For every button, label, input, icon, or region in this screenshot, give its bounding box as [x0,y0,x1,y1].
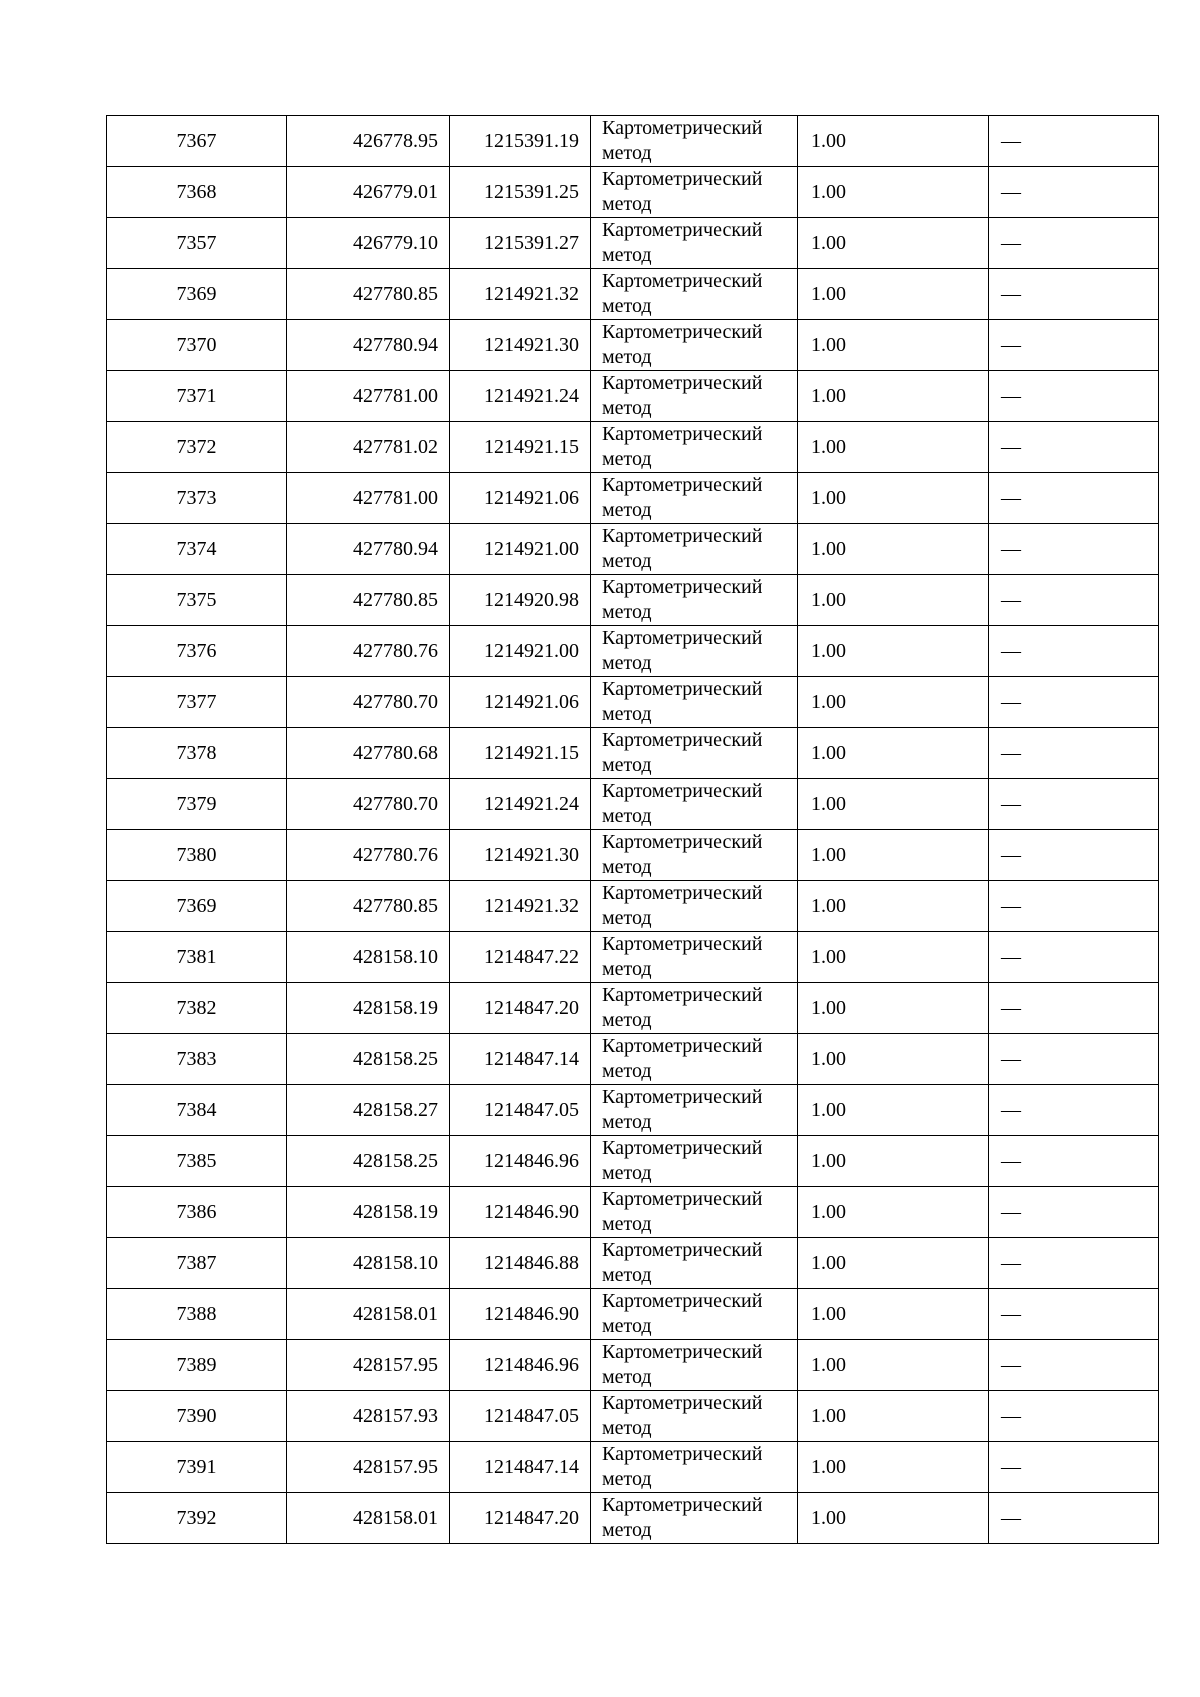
y-coordinate-cell: 1214921.06 [450,473,591,524]
method-line-1: Картометрический [602,933,763,955]
precision-cell: 1.00 [798,881,989,932]
method-line-1: Картометрический [602,168,763,190]
description-cell: — [989,1238,1159,1289]
description-cell: — [989,1289,1159,1340]
y-coordinate-cell: 1214921.00 [450,524,591,575]
x-coordinate-cell: 428158.01 [287,1493,450,1544]
point-number-cell: 7369 [107,269,287,320]
method-line-2: метод [602,1060,652,1082]
y-coordinate-cell: 1214921.30 [450,320,591,371]
precision-cell: 1.00 [798,371,989,422]
method-line-2: метод [602,1111,652,1133]
precision-cell: 1.00 [798,1034,989,1085]
method-line-2: метод [602,1264,652,1286]
method-line-1: Картометрический [602,270,763,292]
y-coordinate-cell: 1214846.90 [450,1289,591,1340]
table-row [107,1289,1159,1340]
table-row [107,473,1159,524]
method-line-2: метод [602,1315,652,1337]
description-cell: — [989,422,1159,473]
point-number-cell: 7379 [107,779,287,830]
method-cell [591,1034,798,1085]
method-line-2: метод [602,754,652,776]
description-cell: — [989,1493,1159,1544]
x-coordinate-cell: 428158.10 [287,1238,450,1289]
method-line-2: метод [602,805,652,827]
description-cell: — [989,830,1159,881]
method-line-2: метод [602,703,652,725]
table-row [107,320,1159,371]
table-row [107,983,1159,1034]
method-line-1: Картометрический [602,525,763,547]
x-coordinate-cell: 427780.70 [287,677,450,728]
table-row [107,1187,1159,1238]
point-number-cell: 7368 [107,167,287,218]
table-row [107,524,1159,575]
method-line-2: метод [602,907,652,929]
description-cell: — [989,728,1159,779]
method-line-1: Картометрический [602,780,763,802]
table-row [107,1340,1159,1391]
method-cell [591,473,798,524]
method-line-2: метод [602,295,652,317]
method-cell [591,1085,798,1136]
method-line-1: Картометрический [602,474,763,496]
table-row [107,371,1159,422]
precision-cell: 1.00 [798,1187,989,1238]
x-coordinate-cell: 427780.94 [287,320,450,371]
description-cell: — [989,320,1159,371]
description-cell: — [989,626,1159,677]
y-coordinate-cell: 1215391.25 [450,167,591,218]
method-cell [591,1187,798,1238]
precision-cell: 1.00 [798,116,989,167]
precision-cell: 1.00 [798,1442,989,1493]
method-cell [591,1136,798,1187]
method-line-2: метод [602,550,652,572]
description-cell: — [989,1340,1159,1391]
x-coordinate-cell: 426779.10 [287,218,450,269]
point-number-cell: 7383 [107,1034,287,1085]
method-line-1: Картометрический [602,678,763,700]
y-coordinate-cell: 1214921.06 [450,677,591,728]
method-cell [591,1493,798,1544]
point-number-cell: 7371 [107,371,287,422]
y-coordinate-cell: 1214847.14 [450,1442,591,1493]
y-coordinate-cell: 1214847.20 [450,1493,591,1544]
method-line-1: Картометрический [602,1137,763,1159]
y-coordinate-cell: 1214921.24 [450,779,591,830]
table-row [107,1238,1159,1289]
y-coordinate-cell: 1214920.98 [450,575,591,626]
x-coordinate-cell: 427781.02 [287,422,450,473]
method-line-2: метод [602,1366,652,1388]
method-line-2: метод [602,397,652,419]
table-row [107,575,1159,626]
method-line-2: метод [602,1162,652,1184]
x-coordinate-cell: 427780.70 [287,779,450,830]
method-line-1: Картометрический [602,1341,763,1363]
method-line-1: Картометрический [602,117,763,139]
table-row [107,626,1159,677]
x-coordinate-cell: 428158.01 [287,1289,450,1340]
point-number-cell: 7377 [107,677,287,728]
method-line-2: метод [602,601,652,623]
table-row [107,218,1159,269]
y-coordinate-cell: 1214921.32 [450,269,591,320]
method-cell [591,269,798,320]
description-cell: — [989,983,1159,1034]
method-cell [591,1340,798,1391]
point-number-cell: 7380 [107,830,287,881]
point-number-cell: 7388 [107,1289,287,1340]
method-cell [591,371,798,422]
method-line-2: метод [602,958,652,980]
precision-cell: 1.00 [798,932,989,983]
y-coordinate-cell: 1214846.90 [450,1187,591,1238]
method-line-1: Картометрический [602,321,763,343]
method-cell [591,116,798,167]
method-line-2: метод [602,652,652,674]
precision-cell: 1.00 [798,1340,989,1391]
method-line-1: Картометрический [602,372,763,394]
precision-cell: 1.00 [798,320,989,371]
point-number-cell: 7375 [107,575,287,626]
description-cell: — [989,1136,1159,1187]
method-line-1: Картометрический [602,729,763,751]
table-row [107,779,1159,830]
method-line-1: Картометрический [602,882,763,904]
precision-cell: 1.00 [798,1289,989,1340]
y-coordinate-cell: 1214847.20 [450,983,591,1034]
point-number-cell: 7382 [107,983,287,1034]
description-cell: — [989,1034,1159,1085]
method-line-1: Картометрический [602,423,763,445]
method-cell [591,575,798,626]
table-row [107,830,1159,881]
table-row [107,167,1159,218]
method-cell [591,830,798,881]
x-coordinate-cell: 427780.68 [287,728,450,779]
method-line-1: Картометрический [602,1239,763,1261]
method-cell [591,218,798,269]
precision-cell: 1.00 [798,422,989,473]
method-cell [591,320,798,371]
method-line-1: Картометрический [602,1392,763,1414]
point-number-cell: 7357 [107,218,287,269]
method-line-2: метод [602,1417,652,1439]
x-coordinate-cell: 428157.95 [287,1442,450,1493]
method-cell [591,1289,798,1340]
precision-cell: 1.00 [798,524,989,575]
description-cell: — [989,1442,1159,1493]
y-coordinate-cell: 1215391.19 [450,116,591,167]
precision-cell: 1.00 [798,269,989,320]
description-cell: — [989,473,1159,524]
precision-cell: 1.00 [798,1136,989,1187]
method-cell [591,626,798,677]
method-line-2: метод [602,499,652,521]
method-cell [591,1391,798,1442]
table-row [107,1034,1159,1085]
precision-cell: 1.00 [798,218,989,269]
method-line-1: Картометрический [602,1035,763,1057]
point-number-cell: 7389 [107,1340,287,1391]
description-cell: — [989,881,1159,932]
x-coordinate-cell: 427780.85 [287,575,450,626]
method-line-1: Картометрический [602,1290,763,1312]
method-line-2: метод [602,1213,652,1235]
x-coordinate-cell: 428158.19 [287,983,450,1034]
point-number-cell: 7367 [107,116,287,167]
method-line-1: Картометрический [602,219,763,241]
y-coordinate-cell: 1214846.96 [450,1340,591,1391]
description-cell: — [989,779,1159,830]
x-coordinate-cell: 428158.25 [287,1136,450,1187]
description-cell: — [989,1085,1159,1136]
x-coordinate-cell: 427781.00 [287,473,450,524]
x-coordinate-cell: 427781.00 [287,371,450,422]
x-coordinate-cell: 428157.93 [287,1391,450,1442]
method-line-2: метод [602,193,652,215]
precision-cell: 1.00 [798,728,989,779]
table-row [107,1493,1159,1544]
description-cell: — [989,1187,1159,1238]
description-cell: — [989,677,1159,728]
method-line-1: Картометрический [602,627,763,649]
method-line-2: метод [602,1468,652,1490]
method-line-2: метод [602,1009,652,1031]
point-number-cell: 7391 [107,1442,287,1493]
point-number-cell: 7378 [107,728,287,779]
method-cell [591,1442,798,1493]
x-coordinate-cell: 426778.95 [287,116,450,167]
method-cell [591,422,798,473]
table-row [107,677,1159,728]
y-coordinate-cell: 1214921.15 [450,728,591,779]
point-number-cell: 7373 [107,473,287,524]
point-number-cell: 7386 [107,1187,287,1238]
method-line-2: метод [602,1519,652,1541]
x-coordinate-cell: 427780.85 [287,269,450,320]
method-line-1: Картометрический [602,984,763,1006]
method-line-1: Картометрический [602,1086,763,1108]
point-number-cell: 7381 [107,932,287,983]
x-coordinate-cell: 428158.27 [287,1085,450,1136]
x-coordinate-cell: 427780.76 [287,626,450,677]
x-coordinate-cell: 427780.85 [287,881,450,932]
precision-cell: 1.00 [798,1391,989,1442]
precision-cell: 1.00 [798,677,989,728]
y-coordinate-cell: 1214847.14 [450,1034,591,1085]
description-cell: — [989,575,1159,626]
x-coordinate-cell: 427780.94 [287,524,450,575]
coordinates-table [106,115,1159,1544]
description-cell: — [989,1391,1159,1442]
precision-cell: 1.00 [798,983,989,1034]
table-row [107,728,1159,779]
method-cell [591,524,798,575]
description-cell: — [989,932,1159,983]
table-row [107,1442,1159,1493]
point-number-cell: 7387 [107,1238,287,1289]
method-cell [591,983,798,1034]
y-coordinate-cell: 1215391.27 [450,218,591,269]
table-row [107,116,1159,167]
x-coordinate-cell: 427780.76 [287,830,450,881]
point-number-cell: 7370 [107,320,287,371]
x-coordinate-cell: 426779.01 [287,167,450,218]
method-line-2: метод [602,856,652,878]
method-line-2: метод [602,448,652,470]
y-coordinate-cell: 1214847.22 [450,932,591,983]
method-cell [591,1238,798,1289]
x-coordinate-cell: 428158.10 [287,932,450,983]
precision-cell: 1.00 [798,167,989,218]
method-line-2: метод [602,142,652,164]
description-cell: — [989,116,1159,167]
precision-cell: 1.00 [798,1238,989,1289]
point-number-cell: 7374 [107,524,287,575]
point-number-cell: 7385 [107,1136,287,1187]
precision-cell: 1.00 [798,473,989,524]
description-cell: — [989,218,1159,269]
method-line-1: Картометрический [602,1494,763,1516]
x-coordinate-cell: 428158.25 [287,1034,450,1085]
point-number-cell: 7369 [107,881,287,932]
description-cell: — [989,167,1159,218]
precision-cell: 1.00 [798,830,989,881]
y-coordinate-cell: 1214846.96 [450,1136,591,1187]
y-coordinate-cell: 1214921.00 [450,626,591,677]
method-cell [591,881,798,932]
method-line-2: метод [602,346,652,368]
table-row [107,1136,1159,1187]
method-line-1: Картометрический [602,576,763,598]
y-coordinate-cell: 1214921.15 [450,422,591,473]
y-coordinate-cell: 1214921.24 [450,371,591,422]
precision-cell: 1.00 [798,1493,989,1544]
x-coordinate-cell: 428158.19 [287,1187,450,1238]
table-row [107,932,1159,983]
precision-cell: 1.00 [798,575,989,626]
y-coordinate-cell: 1214921.32 [450,881,591,932]
point-number-cell: 7392 [107,1493,287,1544]
y-coordinate-cell: 1214921.30 [450,830,591,881]
y-coordinate-cell: 1214847.05 [450,1085,591,1136]
method-cell [591,677,798,728]
point-number-cell: 7384 [107,1085,287,1136]
method-cell [591,779,798,830]
point-number-cell: 7390 [107,1391,287,1442]
table-row [107,1391,1159,1442]
table-body [107,116,1159,1544]
method-line-2: метод [602,244,652,266]
description-cell: — [989,269,1159,320]
table-row [107,269,1159,320]
table-row [107,422,1159,473]
x-coordinate-cell: 428157.95 [287,1340,450,1391]
table-row [107,881,1159,932]
method-line-1: Картометрический [602,831,763,853]
method-line-1: Картометрический [602,1188,763,1210]
y-coordinate-cell: 1214846.88 [450,1238,591,1289]
method-line-1: Картометрический [602,1443,763,1465]
description-cell: — [989,371,1159,422]
method-cell [591,728,798,779]
precision-cell: 1.00 [798,626,989,677]
y-coordinate-cell: 1214847.05 [450,1391,591,1442]
precision-cell: 1.00 [798,779,989,830]
precision-cell: 1.00 [798,1085,989,1136]
point-number-cell: 7376 [107,626,287,677]
method-cell [591,167,798,218]
point-number-cell: 7372 [107,422,287,473]
table-row [107,1085,1159,1136]
description-cell: — [989,524,1159,575]
method-cell [591,932,798,983]
